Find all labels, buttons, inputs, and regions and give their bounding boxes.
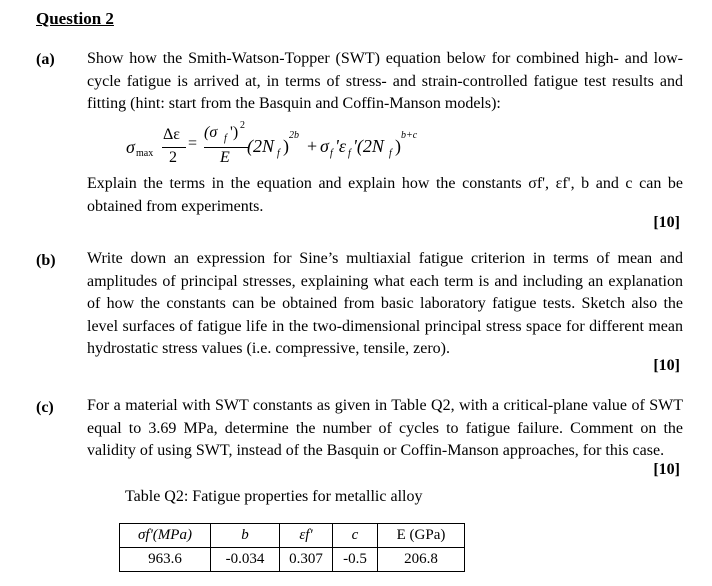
eq-frac2-line [204, 147, 248, 148]
part-a-text2: Explain the terms in the equation and explain how the constants σf', εf', b and c can be obtained from experiments. [87, 175, 683, 215]
part-b-text: Write down an expression for Sine’s multiaxial fatigue criterion in terms of mean and amplitudes of principal stresses, explaining what each term is and including an explanation of how the constants can be obtained from basic laboratory fatigue tests. Sketch also the level surfaces of fatigue life in the two-dimensional principal stress space for different mean hydrostatic stress values (i.e. compressive, tensile, zero). [87, 250, 683, 357]
table-caption: Table Q2: Fatigue properties for metallic alloy [125, 488, 423, 505]
fatigue-properties-table [119, 523, 465, 572]
header-c: c [333, 524, 378, 548]
eq-term2-b: 'ε [335, 136, 346, 156]
part-a-marks: [10] [653, 214, 680, 231]
eq-frac2-num-sub: f [224, 133, 227, 144]
eq-frac2-num-tail: ') [230, 124, 239, 141]
header-b: b [211, 524, 280, 548]
eq-term2-a: σ [320, 136, 329, 156]
eq-frac1-line [162, 147, 186, 148]
eq-frac1-num: Δε [163, 126, 181, 143]
question-title: Question 2 [36, 9, 114, 28]
part-a-text: Show how the Smith-Watson-Topper (SWT) equation below for combined high- and low-cycle fatigue is arrived at, in terms of stress- and strain-controlled fatigue test results and fitting (hint: start from the Basquin and Coffin-Manson models): [87, 50, 683, 112]
part-b-marks: [10] [653, 357, 680, 374]
eq-term2-sup: b+c [401, 130, 418, 141]
part-c-text: For a material with SWT constants as given in Table Q2, with a critical-plane value of SWT equal to 3.69 MPa, determine the number of cycles to fatigue failure. Comment on the validity of using SWT, instead of the Basquin or Coffin-Manson approaches, for this case. [87, 397, 683, 459]
eq-term1: (2N [247, 136, 274, 156]
value-sigma-f: 963.6 [120, 548, 211, 572]
value-b: -0.034 [211, 548, 280, 572]
part-c-label: (c) [36, 399, 54, 416]
eq-term2-a-sub: f [330, 148, 333, 159]
swt-equation [126, 120, 646, 174]
eq-term1-sub: f [277, 148, 280, 159]
eq-term2-c: '(2N [353, 136, 384, 156]
part-b-label: (b) [36, 252, 56, 269]
header-eps-f: εf' [280, 524, 333, 548]
eq-term2-c-sub: f [389, 148, 392, 159]
table-header-row [120, 524, 465, 548]
eq-sigma-sub: max [136, 148, 154, 159]
eq-term2-close: ) [395, 136, 401, 156]
value-eps-f: 0.307 [280, 548, 333, 572]
header-sigma-f: σf'(MPa) [120, 524, 211, 548]
eq-equals: = [188, 135, 198, 152]
value-c: -0.5 [333, 548, 378, 572]
header-e: E (GPa) [378, 524, 465, 548]
eq-frac1-den: 2 [169, 149, 177, 166]
eq-plus: + [307, 136, 318, 156]
eq-term1-sup: 2b [289, 130, 299, 141]
value-e: 206.8 [378, 548, 465, 572]
eq-term2-b-sub: f [348, 148, 351, 159]
eq-frac2-den: E [220, 149, 230, 166]
eq-frac2-num: (σ [204, 124, 218, 141]
table-row [120, 548, 465, 572]
part-a-label: (a) [36, 51, 55, 68]
part-c-marks: [10] [653, 461, 680, 478]
eq-sigma: σ [126, 137, 135, 157]
eq-frac2-num-sup: 2 [240, 120, 245, 131]
eq-term1-close: ) [283, 136, 289, 156]
